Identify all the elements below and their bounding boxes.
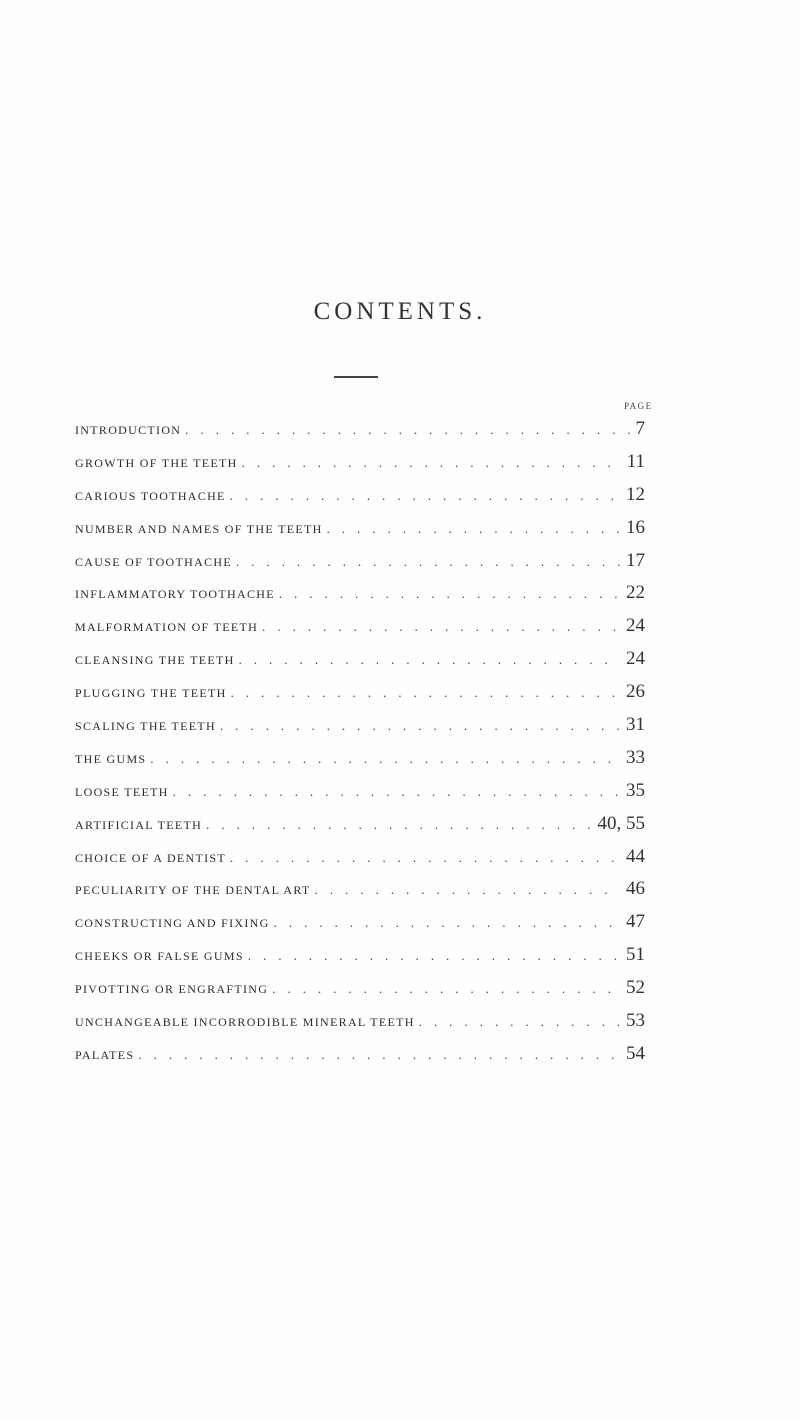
toc-entry (75, 1043, 645, 1076)
entry-title: CHEEKS OR FALSE GUMS (75, 949, 244, 964)
entry-page-number: 11 (626, 450, 645, 472)
toc-entry (75, 944, 645, 977)
toc-entry (75, 747, 645, 780)
entry-title: NUMBER AND NAMES OF THE TEETH (75, 521, 323, 536)
dot-leader (185, 423, 629, 438)
entry-page-number: 17 (626, 549, 645, 571)
entry-title: CARIOUS TOOTHACHE (75, 488, 226, 503)
dot-leader (248, 949, 620, 964)
page-column-label: PAGE (624, 401, 653, 411)
table-of-contents (75, 418, 645, 1076)
contents-heading: CONTENTS. (313, 298, 487, 325)
dot-leader (230, 851, 620, 866)
entry-title: CAUSE OF TOOTHACHE (75, 554, 232, 569)
entry-title: MALFORMATION OF TEETH (75, 620, 259, 635)
entry-title: PECULIARITY OF THE DENTAL ART (75, 883, 311, 898)
entry-title: CLEANSING THE TEETH (75, 653, 235, 668)
entry-title: PLUGGING THE TEETH (75, 686, 227, 701)
toc-entry (75, 1010, 645, 1043)
dot-leader (236, 555, 620, 570)
entry-page-number: 33 (626, 746, 645, 768)
toc-entry (75, 582, 645, 615)
entry-title: INTRODUCTION (75, 423, 182, 437)
toc-entry (75, 878, 645, 911)
dot-leader (173, 785, 620, 800)
entry-page-number: 53 (626, 1010, 645, 1032)
toc-entry (75, 911, 645, 944)
entry-page-number: 35 (626, 779, 645, 801)
entry-page-number: 40, 55 (597, 812, 645, 834)
entry-title: LOOSE TEETH (75, 784, 169, 799)
dot-leader (231, 686, 620, 701)
entry-title: SCALING THE TEETH (75, 719, 216, 734)
entry-page-number: 44 (626, 845, 645, 867)
entry-title: ARTIFICIAL TEETH (75, 817, 203, 832)
dot-leader (327, 522, 620, 537)
dot-leader (138, 1048, 620, 1063)
toc-entry (75, 813, 645, 846)
toc-entry (75, 714, 645, 747)
dot-leader (262, 620, 620, 635)
entry-page-number: 7 (635, 418, 645, 439)
toc-entry (75, 780, 645, 813)
toc-entry (75, 615, 645, 648)
toc-entry (75, 846, 645, 879)
entry-title: PALATES (75, 1047, 135, 1062)
dot-leader (419, 1015, 620, 1030)
toc-entry (75, 517, 645, 550)
entry-page-number: 22 (626, 582, 645, 604)
entry-page-number: 47 (626, 911, 645, 933)
toc-entry (75, 550, 645, 583)
dot-leader (315, 883, 620, 898)
toc-entry (75, 977, 645, 1010)
entry-title: INFLAMMATORY TOOTHACHE (75, 587, 275, 602)
entry-page-number: 51 (626, 944, 645, 966)
dot-leader (279, 587, 620, 602)
toc-entry (75, 681, 645, 714)
entry-title: PIVOTTING OR ENGRAFTING (75, 982, 269, 997)
entry-title: CONSTRUCTING AND FIXING (75, 916, 270, 931)
entry-page-number: 24 (626, 648, 645, 670)
dot-leader (274, 916, 620, 931)
dot-leader (272, 982, 620, 997)
dot-leader (206, 818, 591, 833)
entry-page-number: 54 (626, 1042, 645, 1064)
heading-rule (334, 376, 378, 378)
dot-leader (150, 752, 620, 767)
dot-leader (239, 653, 620, 668)
toc-entry (75, 648, 645, 681)
toc-entry (75, 418, 645, 451)
toc-entry (75, 451, 645, 484)
entry-title: GROWTH OF THE TEETH (75, 455, 238, 470)
entry-page-number: 52 (626, 977, 645, 999)
dot-leader (220, 719, 620, 734)
entry-title: THE GUMS (75, 751, 147, 766)
entry-page-number: 26 (626, 681, 645, 703)
dot-leader (242, 456, 621, 471)
entry-title: UNCHANGEABLE INCORRODIBLE MINERAL TEETH (75, 1015, 415, 1030)
entry-page-number: 31 (626, 714, 645, 736)
entry-page-number: 16 (626, 516, 645, 538)
entry-title: CHOICE OF A DENTIST (75, 850, 227, 865)
entry-page-number: 12 (626, 483, 645, 505)
dot-leader (230, 489, 620, 504)
toc-entry (75, 484, 645, 517)
entry-page-number: 46 (626, 878, 645, 900)
entry-page-number: 24 (626, 615, 645, 637)
